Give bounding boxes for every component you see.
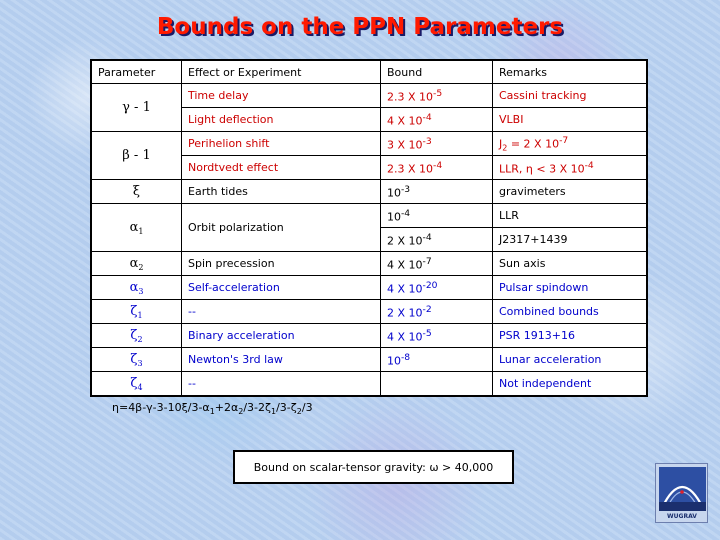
effect-cell: Binary acceleration xyxy=(182,324,381,348)
table-header-row xyxy=(91,60,647,84)
effect-cell: -- xyxy=(182,372,381,397)
header-bound: Bound xyxy=(381,60,493,84)
logo-label: WUGRAV xyxy=(667,513,697,520)
remarks-cell: gravimeters xyxy=(493,180,648,204)
remarks-cell: Cassini tracking xyxy=(493,84,648,108)
effect-cell: Nordtvedt effect xyxy=(182,156,381,180)
effect-cell: Spin precession xyxy=(182,252,381,276)
effect-cell: Self-acceleration xyxy=(182,276,381,300)
slide-title: Bounds on the PPN Parameters xyxy=(156,14,564,40)
param-zeta2: $\zeta_2$ xyxy=(91,324,182,348)
remarks-cell: J2317+1439 xyxy=(493,228,648,252)
param-xi: ξ xyxy=(91,180,182,204)
param-alpha1: $\alpha_1$ xyxy=(91,204,182,252)
param-beta: β - 1 xyxy=(91,132,182,180)
table-row xyxy=(91,180,647,204)
bound-cell: $10^{-8}$ xyxy=(381,348,493,372)
bound-cell: 2.3 X $10^{-4}$ xyxy=(381,156,493,180)
bound-cell: 3 X $10^{-3}$ xyxy=(381,132,493,156)
table-row xyxy=(91,84,647,108)
remarks-cell: PSR 1913+16 xyxy=(493,324,648,348)
remarks-cell: $J_2 = 2$ X $10^{-7}$ xyxy=(493,132,648,156)
header-parameter: Parameter xyxy=(91,60,182,84)
effect-cell: Light deflection xyxy=(182,108,381,132)
bound-cell: 2 X $10^{-2}$ xyxy=(381,300,493,324)
param-alpha3: $\alpha_3$ xyxy=(91,276,182,300)
param-zeta1: $\zeta_1$ xyxy=(91,300,182,324)
effect-cell: Earth tides xyxy=(182,180,381,204)
param-alpha2: $\alpha_2$ xyxy=(91,252,182,276)
remarks-cell: Pulsar spindown xyxy=(493,276,648,300)
table-row xyxy=(91,348,647,372)
remarks-cell: LLR xyxy=(493,204,648,228)
param-gamma: γ - 1 xyxy=(91,84,182,132)
bound-cell: 4 X $10^{-5}$ xyxy=(381,324,493,348)
wugrav-logo xyxy=(655,463,708,523)
scalar-tensor-bound-box: Bound on scalar-tensor gravity: ω > 40,000 xyxy=(233,450,514,484)
effect-cell: -- xyxy=(182,300,381,324)
header-remarks: Remarks xyxy=(493,60,648,84)
bound-cell: 4 X $10^{-7}$ xyxy=(381,252,493,276)
nordtvedt-eta-formula: $\eta=4\beta-\gamma-3-10\xi/3-\alpha_1+2\alpha_2/3-2\zeta_1/3-\zeta_2/3$ xyxy=(112,401,313,416)
bound-cell xyxy=(381,372,493,397)
wugrav-logo-graphic xyxy=(656,464,709,524)
table-row xyxy=(91,252,647,276)
param-zeta4: $\zeta_4$ xyxy=(91,372,182,397)
header-effect: Effect or Experiment xyxy=(182,60,381,84)
table-row xyxy=(91,300,647,324)
table-row xyxy=(91,324,647,348)
effect-cell: Perihelion shift xyxy=(182,132,381,156)
ppn-bounds-table xyxy=(90,59,648,397)
bound-cell: 4 X $10^{-4}$ xyxy=(381,108,493,132)
remarks-cell: VLBI xyxy=(493,108,648,132)
remarks-cell: Sun axis xyxy=(493,252,648,276)
table-row xyxy=(91,276,647,300)
effect-cell: Time delay xyxy=(182,84,381,108)
param-zeta3: $\zeta_3$ xyxy=(91,348,182,372)
remarks-cell: Combined bounds xyxy=(493,300,648,324)
remarks-cell: Not independent xyxy=(493,372,648,397)
bound-cell: 4 X $10^{-20}$ xyxy=(381,276,493,300)
bound-cell: $10^{-4}$ xyxy=(381,204,493,228)
table-row xyxy=(91,132,647,156)
bound-cell: 2 X $10^{-4}$ xyxy=(381,228,493,252)
bound-cell: $10^{-3}$ xyxy=(381,180,493,204)
effect-cell: Newton's 3rd law xyxy=(182,348,381,372)
table-row xyxy=(91,372,647,397)
bound-cell: 2.3 X $10^{-5}$ xyxy=(381,84,493,108)
remarks-cell: Lunar acceleration xyxy=(493,348,648,372)
remarks-cell: LLR, η < 3 X $10^{-4}$ xyxy=(493,156,648,180)
table-row xyxy=(91,204,647,228)
effect-cell: Orbit polarization xyxy=(182,204,381,252)
